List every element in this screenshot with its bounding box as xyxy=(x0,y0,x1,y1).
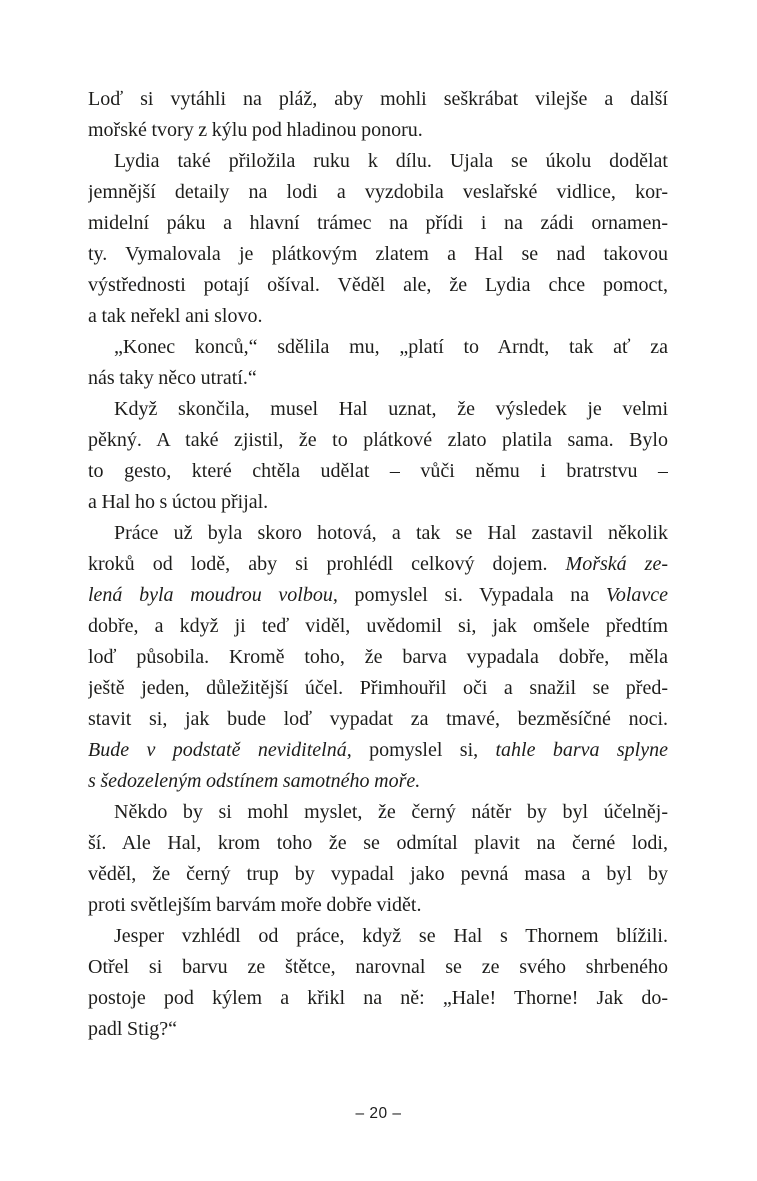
text-line xyxy=(88,828,668,859)
body-text: ší. Ale Hal, krom toho že se odmítal plavit na černé lodi, xyxy=(88,832,668,854)
text-line xyxy=(88,301,668,332)
text-line xyxy=(88,177,668,208)
paragraph-1 xyxy=(88,84,668,146)
text-line xyxy=(88,735,668,766)
text-line xyxy=(88,580,668,611)
paragraph-6 xyxy=(88,797,668,921)
text-line xyxy=(88,890,668,921)
body-text: nás taky něco utratí.“ xyxy=(88,367,257,389)
text-line xyxy=(88,673,668,704)
italic-text: tahle barva splyne xyxy=(495,739,668,761)
body-text: pomyslel si. Vypadala na xyxy=(337,584,606,606)
body-text: loď působila. Kromě toho, že barva vypadala dobře, měla xyxy=(88,646,668,668)
body-text: midelní páku a hlavní trámec na přídi i na zádi ornamen- xyxy=(88,212,668,234)
body-text: Někdo by si mohl myslet, že černý nátěr by byl účelněj- xyxy=(114,801,668,823)
page-number: – 20 – xyxy=(355,1105,402,1122)
text-line xyxy=(88,115,668,146)
body-text: proti světlejším barvám moře dobře vidět. xyxy=(88,894,422,916)
body-text: pomyslel si, xyxy=(351,739,496,761)
italic-text: Mořská ze- xyxy=(565,553,668,575)
paragraph-5 xyxy=(88,518,668,797)
body-text: jemnější detaily na lodi a vyzdobila veslařské vidlice, kor- xyxy=(88,181,668,203)
body-text: kroků od lodě, aby si prohlédl celkový dojem. xyxy=(88,553,566,575)
text-line xyxy=(88,518,668,549)
body-text: Loď si vytáhli na pláž, aby mohli seškrábat vilejše a další xyxy=(88,88,668,110)
text-line xyxy=(88,394,668,425)
body-text: a tak neřekl ani slovo. xyxy=(88,305,263,327)
text-line xyxy=(88,766,668,797)
body-text: a Hal ho s úctou přijal. xyxy=(88,491,269,513)
body-text: Lydia také přiložila ruku k dílu. Ujala se úkolu dodělat xyxy=(114,150,668,172)
italic-text: Bude v podstatě neviditelná, xyxy=(88,739,352,761)
body-text: padl Stig?“ xyxy=(88,1018,178,1040)
body-text: Otřel si barvu ze štětce, narovnal se ze svého shrbeného xyxy=(88,956,668,978)
text-line xyxy=(88,332,668,363)
body-text: „Konec konců,“ sdělila mu, „platí to Arndt, tak ať za xyxy=(114,336,668,358)
body-text: věděl, že černý trup by vypadal jako pevná masa a byl by xyxy=(88,863,668,885)
text-line xyxy=(88,859,668,890)
text-block xyxy=(88,84,668,1045)
paragraph-4 xyxy=(88,394,668,518)
text-line xyxy=(88,208,668,239)
text-line xyxy=(88,425,668,456)
text-line xyxy=(88,549,668,580)
text-line xyxy=(88,642,668,673)
text-line xyxy=(88,239,668,270)
body-text: výstřednosti potají ošíval. Věděl ale, že Lydia chce pomoct, xyxy=(88,274,668,296)
text-line xyxy=(88,270,668,301)
text-line xyxy=(88,363,668,394)
text-line xyxy=(88,704,668,735)
body-text: Jesper vzhlédl od práce, když se Hal s Thornem blížili. xyxy=(114,925,668,947)
italic-text: s šedozeleným odstínem samotného moře. xyxy=(88,770,421,792)
body-text: Když skončila, musel Hal uznat, že výsledek je velmi xyxy=(114,398,668,420)
paragraph-2 xyxy=(88,146,668,332)
text-line xyxy=(88,952,668,983)
body-text: stavit si, jak bude loď vypadat za tmavé, bezměsíčné noci. xyxy=(88,708,668,730)
body-text: mořské tvory z kýlu pod hladinou ponoru. xyxy=(88,119,423,141)
text-line xyxy=(88,983,668,1014)
text-line xyxy=(88,611,668,642)
italic-text: Volavce xyxy=(605,584,668,606)
italic-text: lená byla moudrou volbou, xyxy=(88,584,338,606)
paragraph-3 xyxy=(88,332,668,394)
body-text: dobře, a když ji teď viděl, uvědomil si, jak omšele předtím xyxy=(88,615,668,637)
text-line xyxy=(88,921,668,952)
text-line xyxy=(88,1014,668,1045)
body-text: postoje pod kýlem a křikl na ně: „Hale! Thorne! Jak do- xyxy=(88,987,668,1009)
body-text: Práce už byla skoro hotová, a tak se Hal zastavil několik xyxy=(114,522,668,544)
text-line xyxy=(88,487,668,518)
text-line xyxy=(88,146,668,177)
text-line xyxy=(88,84,668,115)
paragraph-7 xyxy=(88,921,668,1045)
text-line xyxy=(88,456,668,487)
body-text: pěkný. A také zjistil, že to plátkové zlato platila sama. Bylo xyxy=(88,429,668,451)
text-line xyxy=(88,797,668,828)
body-text: to gesto, které chtěla udělat – vůči němu i bratrstvu – xyxy=(88,460,668,482)
body-text: ještě jeden, důležitější účel. Přimhouřil oči a snažil se před- xyxy=(88,677,668,699)
body-text: ty. Vymalovala je plátkovým zlatem a Hal se nad takovou xyxy=(88,243,668,265)
